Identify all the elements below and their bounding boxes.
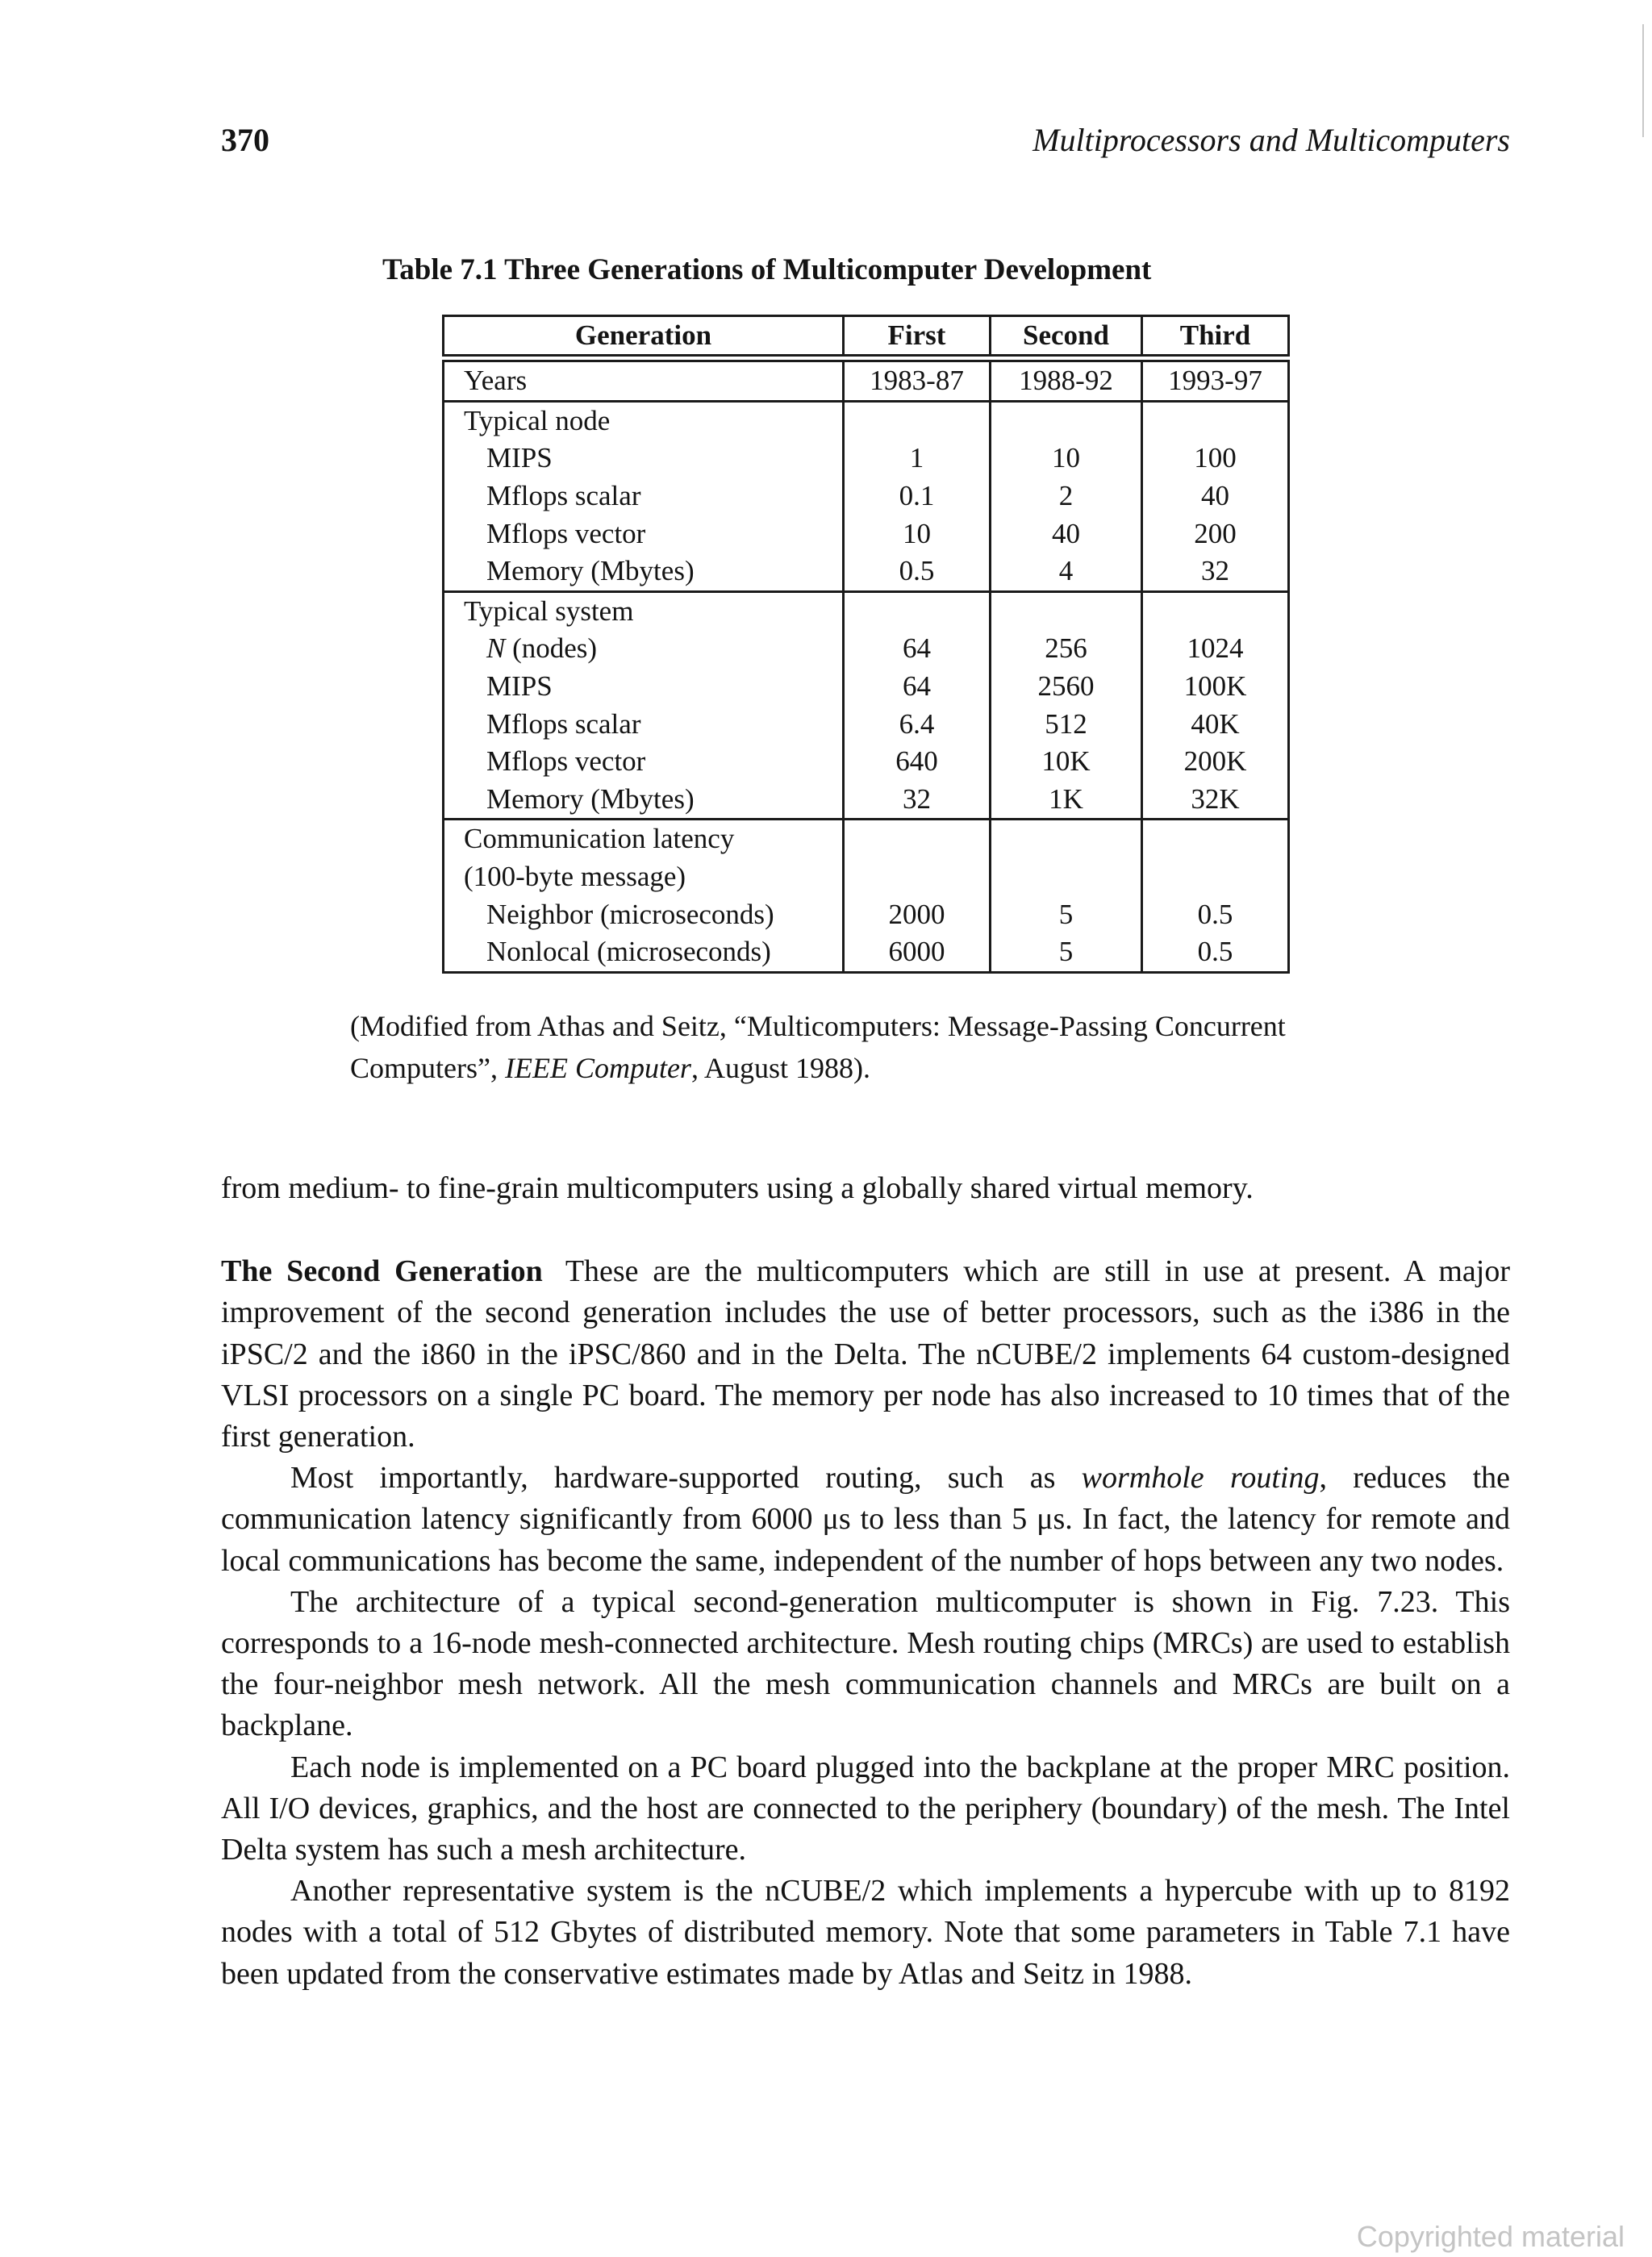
cell-value: 0.5 [1142,895,1289,933]
row-label: Mflops scalar [444,705,844,743]
table-row [444,630,1289,668]
cell-value: 5 [991,895,1142,933]
cell-value: 1988-92 [991,361,1142,402]
section-label: Typical system [444,591,844,630]
table-row [444,705,1289,743]
paragraph-text: Most importantly, hardware-supported routing, such as [290,1461,1082,1496]
cell-value: 10 [991,440,1142,478]
body-text [221,1168,1510,1995]
section-label: (100-byte message) [444,858,844,896]
cell-value: 200K [1142,743,1289,781]
table-row [444,553,1289,591]
cell-value: 4 [991,553,1142,591]
cell-value: 32 [844,781,991,820]
table-row [444,478,1289,515]
cell-value: 32K [1142,781,1289,820]
cell-value: 2560 [991,668,1142,706]
cell-value: 10 [844,515,991,553]
cell-value: 64 [844,630,991,668]
row-label: Memory (Mbytes) [444,553,844,591]
table-row [444,401,1289,440]
cell-value: 6000 [844,933,991,972]
row-label: Memory (Mbytes) [444,781,844,820]
table-row [444,361,1289,402]
section-label: Typical node [444,401,844,440]
table-row [444,743,1289,781]
source-note-text: (Modified from Athas and Seitz, “Multicomputers: Message-Passing Concurrent Computers”, [350,1010,1286,1084]
column-header-first: First [844,316,991,356]
row-label: MIPS [444,668,844,706]
cell-value: 640 [844,743,991,781]
row-label-italic: N [486,632,506,665]
row-label: Nonlocal (microseconds) [444,933,844,972]
cell-value: 1983-87 [844,361,991,402]
section-label: Communication latency [444,820,844,858]
row-label [444,630,844,668]
cell-value: 1993-97 [1142,361,1289,402]
cell-value: 40K [1142,705,1289,743]
table-row [444,858,1289,896]
paragraph-text: , reduces the communication latency significantly from 6000 μs to less than 5 μs. In fact, the latency for remote and local communications has become the same, independent of the number of hops between any two nodes. [221,1461,1510,1578]
running-title: Multiprocessors and Multicomputers [1032,122,1510,158]
copyright-watermark: Copyrighted material [1356,2220,1625,2253]
column-header-third: Third [1142,316,1289,356]
paragraph [221,1251,1510,1458]
row-label: MIPS [444,440,844,478]
cell-value: 1024 [1142,630,1289,668]
cell-value: 256 [991,630,1142,668]
table-source-note [350,1005,1399,1089]
row-label: Mflops vector [444,515,844,553]
cell-value: 0.5 [1142,933,1289,972]
cell-value: 100K [1142,668,1289,706]
row-label: Mflops vector [444,743,844,781]
paragraph: The architecture of a typical second-generation multicomputer is shown in Fig. 7.23. This corresponds to a 16-node mesh-connected architecture. Mesh routing chips (MRCs) are used to establish the four-neighbor mesh network. All the mesh communication channels and MRCs are built on a backplane. [221,1584,1510,1743]
table-row [444,440,1289,478]
cell-value: 2000 [844,895,991,933]
column-header-second: Second [991,316,1142,356]
paragraph: Each node is implemented on a PC board plugged into the backplane at the proper MRC position. All I/O devices, graphics, and the host are connected to the periphery (boundary) of the mesh. The Intel Delta system has such a mesh architecture. [221,1750,1510,1867]
cell-value: 0.5 [844,553,991,591]
cell-value: 0.1 [844,478,991,515]
generations-table [442,315,1287,974]
table-row [444,820,1289,858]
table-row [444,781,1289,820]
row-label: Mflops scalar [444,478,844,515]
table-caption: Table 7.1 Three Generations of Multicomputer Development [382,253,1152,286]
cell-value: 2 [991,478,1142,515]
cell-value: 64 [844,668,991,706]
column-header-generation: Generation [444,316,844,356]
cell-value: 40 [1142,478,1289,515]
source-note-date: , August 1988). [690,1052,870,1084]
cell-value: 32 [1142,553,1289,591]
cell-value: 100 [1142,440,1289,478]
paragraph [221,1458,1510,1582]
table-row [444,591,1289,630]
paragraph: Another representative system is the nCUBE/2 which implements a hypercube with up to 8192 nodes with a total of 512 Gbytes of distributed memory. Note that some parameters in Table 7.1 have been updated from the conservative estimates made by Atlas and Seitz in 1988. [221,1874,1510,1991]
cell-value: 40 [991,515,1142,553]
table-row [444,668,1289,706]
table-row [444,515,1289,553]
row-label: Years [444,361,844,402]
page-edge-line [1642,24,1644,137]
table-row [444,933,1289,972]
row-label-rest: (nodes) [505,632,598,665]
cell-value: 5 [991,933,1142,972]
cell-value: 200 [1142,515,1289,553]
cell-value: 1 [844,440,991,478]
continuation-paragraph: from medium- to fine-grain multicomputers using a globally shared virtual memory. [221,1171,1254,1205]
cell-value: 10K [991,743,1142,781]
page-number: 370 [221,122,269,158]
paragraph-text: These are the multicomputers which are still in use at present. A major improvement of the second generation includes the use of better processors, such as the i386 in the iPSC/2 and the i860 in the iPSC/860 and in the Delta. The nCUBE/2 implements 64 custom-designed VLSI processors on a single PC board. The memory per node has also increased to 10 times that of the first generation. [221,1254,1510,1454]
cell-value: 6.4 [844,705,991,743]
source-note-journal: IEEE Computer [504,1052,691,1084]
emphasis-term: wormhole routing [1081,1461,1320,1496]
section-heading: The Second Generation [221,1254,543,1289]
row-label: Neighbor (microseconds) [444,895,844,933]
cell-value: 512 [991,705,1142,743]
cell-value: 1K [991,781,1142,820]
table-row [444,895,1289,933]
